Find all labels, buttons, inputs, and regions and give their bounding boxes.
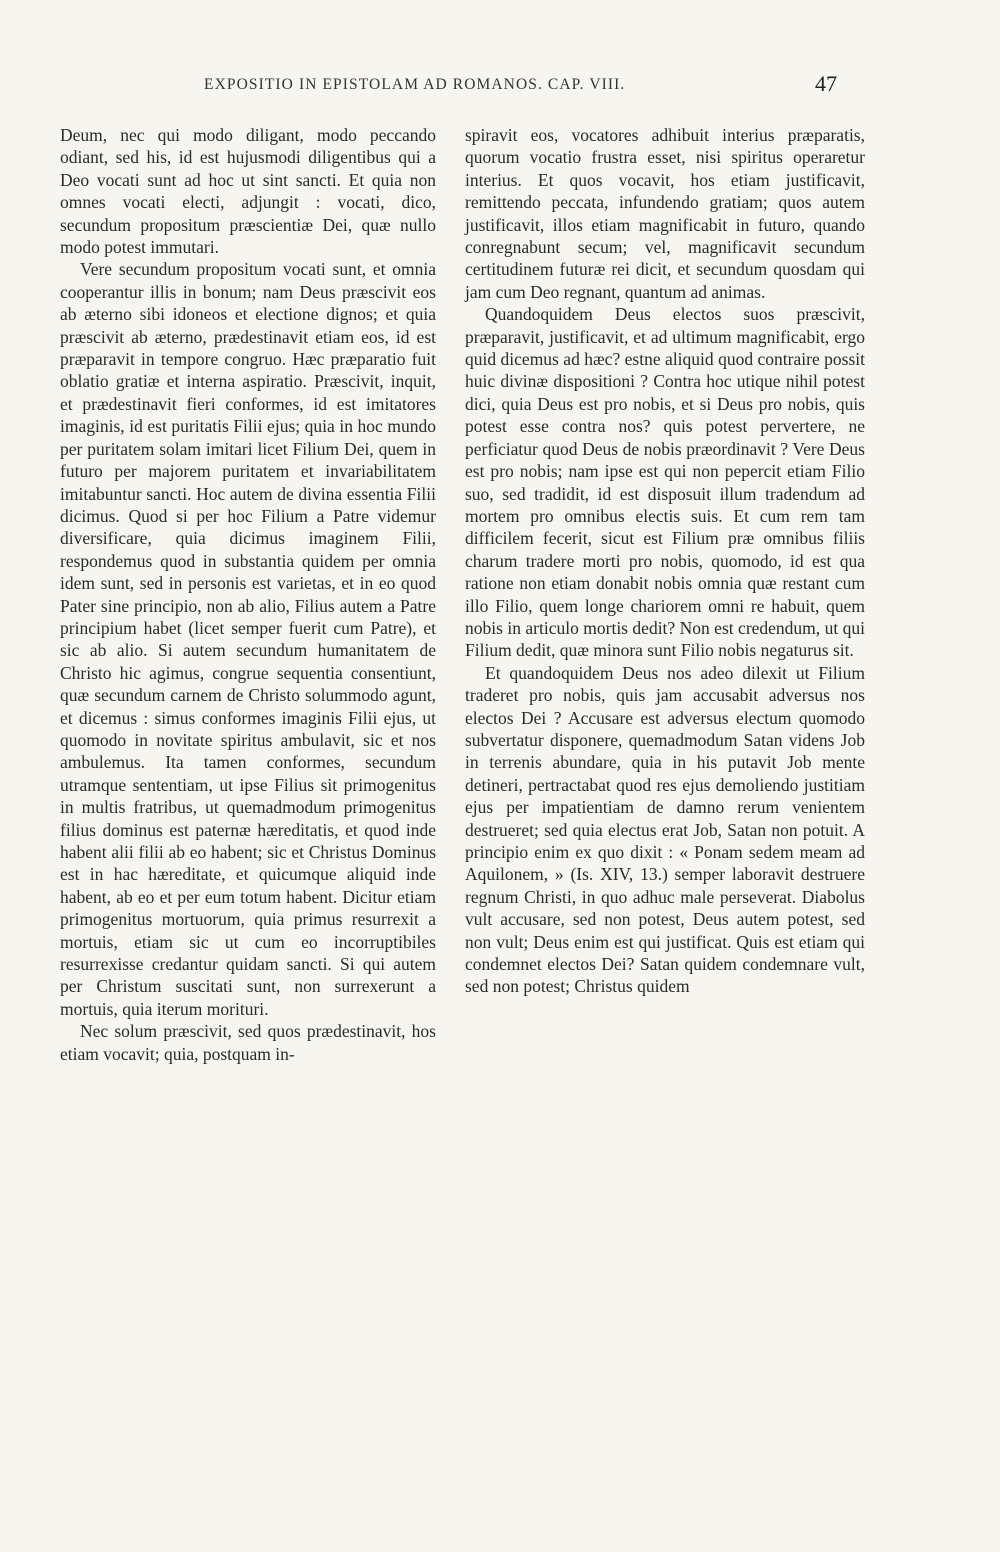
paragraph: Deum, nec qui modo diligant, modo peccando odiant, sed his, id est hujusmodi diligentibus qui a Deo vocati sunt ad hoc ut sint sancti. Et quia non omnes vocati electi, adjungit : vocati, dico, secundum propositum præscientiæ Dei, quæ nullo modo potest immutari. bbox=[60, 125, 436, 258]
page-number: 47 bbox=[815, 71, 837, 96]
right-column bbox=[465, 124, 865, 998]
page-header bbox=[0, 71, 1000, 100]
paragraph: Vere secundum propositum vocati sunt, et omnia cooperantur illis in bonum; nam Deus præscivit eos ab æterno sibi idoneos et electione dignos; et quia præscivit ab æterno, prædestinavit etiam eos, id est præparavit in tempore congruo. Hæc præparatio fuit oblatio gratiæ et interna aspiratio. Præscivit, inquit, et prædestinavit fieri conformes, id est imitatores imaginis, id est puritatis Filii ejus; quia in hoc mundo per puritatem solam imitari licet Filium Dei, quem in futuro per majorem puritatem et invariabilitatem imitabuntur sancti. Hoc autem de divina essentia Filii dicimus. Quod si per hoc Filium a Patre videmur diversificare, quia dicimus imaginem Filii, respondemus quod in substantia quidem per omnia idem sunt, sed in personis est varietas, et in eo quod Pater sine principio, non ab alio, Filius autem a Patre principium habet (licet semper fuerit cum Patre), et sic ab alio. Si autem secundum humanitatem de Christo hic agimus, congrue sequentia consentiunt, quæ secundum carnem de Christo solummodo agunt, et dicemus : simus conformes imaginis Filii ejus, ut quomodo in novitate spiritus ambulavit, sic et nos ambulemus. Ita tamen conformes, secundum utramque sententiam, ut ipse Filius sit primogenitus in multis fratribus, ut quemadmodum primogenitus filius dominus est paternæ hæreditatis, et quod inde habent alii filii ab eo habent; sic et Christus Dominus est in hac hæreditate, et quicumque aliquid inde habent, ab eo et per eum totum habent. Dicitur etiam primogenitus mortuorum, quia primus resurrexit a mortuis, etiam sic ut cum eo incorruptibiles resurrexisse credantur quidam sancti. Si qui autem per Christum suscitati sunt, non surrexerunt a mortuis, quia iterum morituri. bbox=[60, 259, 436, 1019]
left-column bbox=[60, 124, 436, 1065]
paragraph: Et quandoquidem Deus nos adeo dilexit ut Filium traderet pro nobis, quis jam accusabit adversus nos electos Dei ? Accusare est adversus electum quomodo subvertatur disponere, quemadmodum Satan videns Job in terrenis abundare, quia in his putavit Job mente detineri, pertractabat quod res ejus demoliendo justitiam ejus per impatientiam de damno rerum venientem destrueret; sed quia electus erat Job, Satan non potuit. A principio enim ex quo dixit : « Ponam sedem meam ad Aquilonem, » (Is. XIV, 13.) semper laboravit destruere regnum Christi, in quo adhuc male perseverat. Diabolus vult accusare, sed non potest, Deus autem potest, sed non vult; Deus enim est qui justificat. Quis est etiam qui condemnet electos Dei? Satan quidem condemnare vult, sed non potest; Christus quidem bbox=[465, 662, 865, 997]
paragraph: Quandoquidem Deus electos suos præscivit, præparavit, justificavit, et ad ultimum magnificabit, ergo quid dicemus ad hæc? estne aliquid quod contraire possit huic divinæ dispositioni ? Contra hoc utique nihil potest dici, quia Deus est pro nobis, et si Deus pro nobis, quis potest esse contra nos? quis potest pervertere, ne perficiatur quod Deus de nobis præordinavit ? Vere Deus est pro nobis; nam ipse est qui non pepercit etiam Filio suo, sed tradidit, id est disposuit illum tradendum ad mortem pro omnibus electis suis. Et cum rem tam difficilem fecerit, sicut est Filium præ omnibus filiis charum tradere morti pro nobis, quomodo, id est qua ratione non etiam donabit nobis omnia quæ restant cum illo Filio, quem longe chariorem omni re habuit, quem nobis in articulo mortis dedit? Non est credendum, ut qui Filium dedit, quæ minora sunt Filio nobis negaturus sit. bbox=[465, 304, 865, 661]
paragraph: spiravit eos, vocatores adhibuit interius præparatis, quorum vocatio frustra esset, nisi spiritus operaretur interius. Et quos vocavit, hos etiam justificavit, remittendo peccata, infundendo gratiam; quos autem justificavit, illos etiam magnificabit in futuro, quando conregnabunt secum; vel, magnificavit secundum certitudinem futuræ rei dicit, et secundum quosdam qui jam cum Deo regnant, quantum ad animas. bbox=[465, 125, 865, 302]
running-title: EXPOSITIO IN EPISTOLAM AD ROMANOS. CAP. VIII. bbox=[204, 76, 626, 93]
paragraph: Nec solum præscivit, sed quos prædestinavit, hos etiam vocavit; quia, postquam in- bbox=[60, 1021, 436, 1064]
